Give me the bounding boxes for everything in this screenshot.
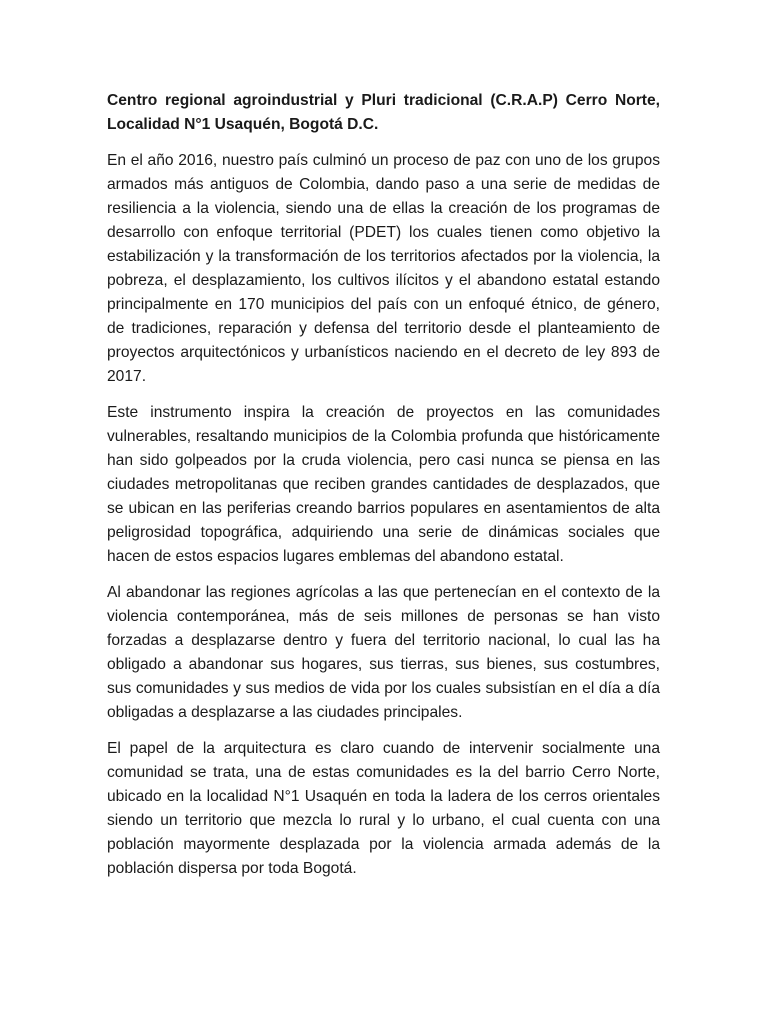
paragraph-3: Al abandonar las regiones agrícolas a las que pertenecían en el contexto de la violencia contemporánea, más de seis millones de personas se han visto forzadas a desplazarse dentro y fuera del territorio nacional, lo cual las ha obligado a abandonar sus hogares, sus tierras, sus bienes, sus costumbres, sus comunidades y sus medios de vida por los cuales subsistían en el día a día obligadas a desplazarse a las ciudades principales. [107, 584, 660, 721]
paragraph-4: El papel de la arquitectura es claro cuando de intervenir socialmente una comunidad se trata, una de estas comunidades es la del barrio Cerro Norte, ubicado en la localidad N°1 Usaquén en toda la ladera de los cerros orientales siendo un territorio que mezcla lo rural y lo urbano, el cual cuenta con una población mayormente desplazada por la violencia armada además de la población dispersa por toda Bogotá. [107, 740, 660, 877]
paragraph-2: Este instrumento inspira la creación de proyectos en las comunidades vulnerables, resaltando municipios de la Colombia profunda que históricamente han sido golpeados por la cruda violencia, pero casi nunca se piensa en las ciudades metropolitanas que reciben grandes cantidades de desplazados, que se ubican en las periferias creando barrios populares en asentamientos de alta peligrosidad topográfica, adquiriendo una serie de dinámicas sociales que hacen de estos espacios lugares emblemas del abandono estatal. [107, 404, 660, 565]
paragraph-1: En el año 2016, nuestro país culminó un proceso de paz con uno de los grupos armados más antiguos de Colombia, dando paso a una serie de medidas de resiliencia a la violencia, siendo una de ellas la creación de los programas de desarrollo con enfoque territorial (PDET) los cuales tienen como objetivo la estabilización y la transformación de los territorios afectados por la violencia, la pobreza, el desplazamiento, los cultivos ilícitos y el abandono estatal estando principalmente en 170 municipios del país con un enfoqué étnico, de género, de tradiciones, reparación y defensa del territorio desde el planteamiento de proyectos arquitectónicos y urbanísticos naciendo en el decreto de ley 893 de 2017. [107, 152, 660, 385]
document-page [107, 87, 660, 893]
document-title: Centro regional agroindustrial y Pluri tradicional (C.R.A.P) Cerro Norte, Localidad N°1 Usaquén, Bogotá D.C. [107, 92, 660, 133]
